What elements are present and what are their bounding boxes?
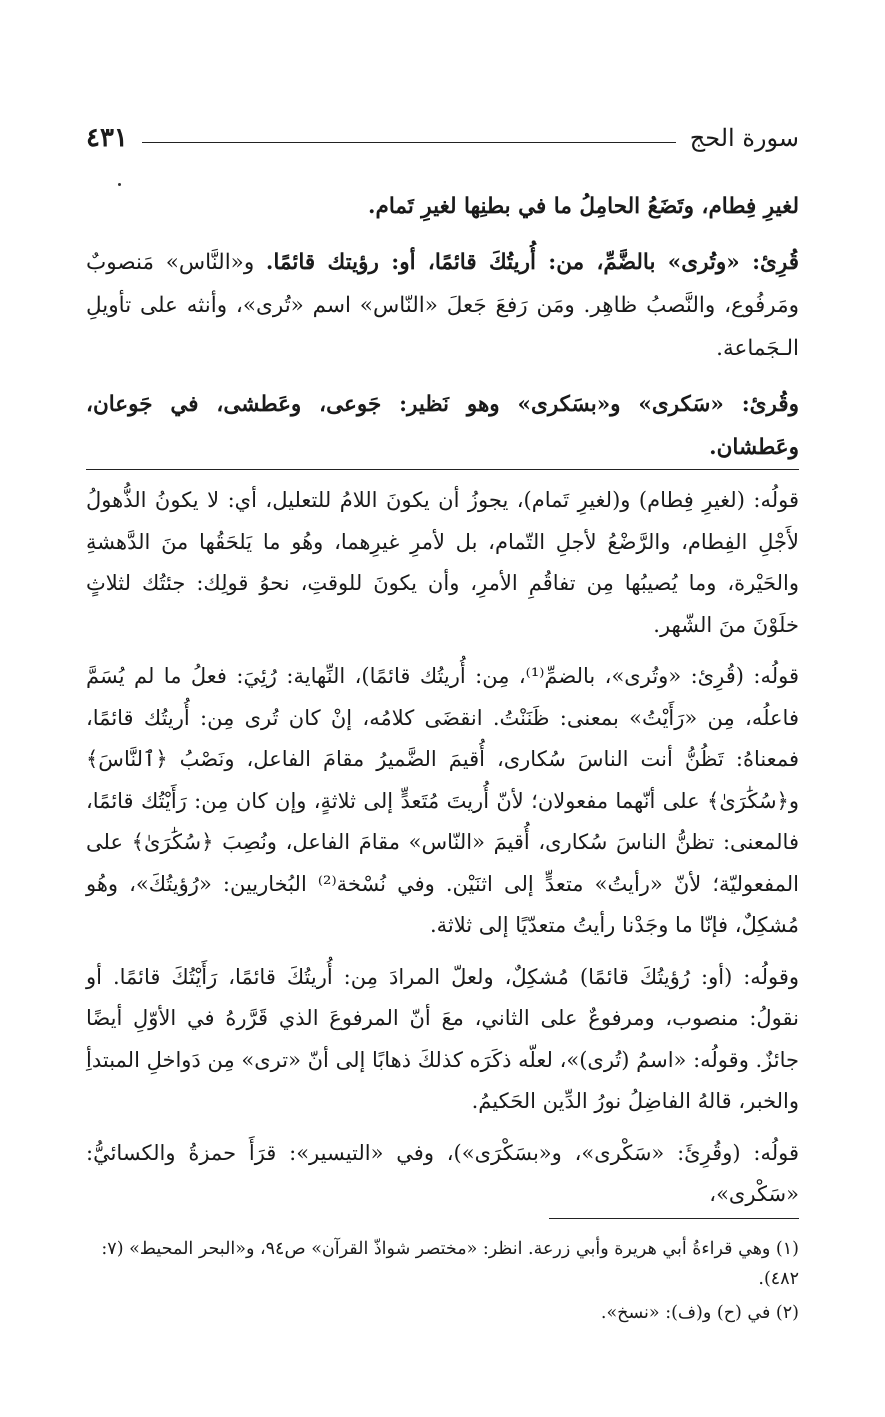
main-paragraph-2-bold: قُرِئ: «وتُرى» بالضَّمِّ، من: أُريتُكَ قائمًا، أو: رؤيتك قائمًا. bbox=[265, 250, 799, 275]
footnote-separator bbox=[549, 1218, 799, 1219]
main-paragraph-3 bbox=[86, 383, 799, 469]
main-paragraph-1 bbox=[86, 185, 799, 228]
surah-title: سورة الحج bbox=[689, 124, 799, 152]
commentary-paragraph-1: قولُه: (لغيرِ فِطام) و(لغيرِ تَمام)، يجوزُ أن يكونَ اللامُ للتعليل، أي: لا يكونُ الذُّهولُ لأَجْلِ الفِطام، والرَّضْعُ لأجلِ التّمام، بل لأمرِ غيرِهما، وهُو ما يَلحَقُها منَ الدَّهشةِ والحَيْرة، وما يُصيبُها مِن تفاقُمِ الأمرِ، وأن يكونَ للوقتِ، نحوُ قولِك: جئتُك لثلاثٍ خلَوْنَ منَ الشّهر. bbox=[86, 488, 799, 637]
footnotes bbox=[86, 1234, 799, 1332]
section-separator bbox=[86, 469, 799, 470]
header-rule bbox=[142, 142, 676, 143]
main-text bbox=[86, 185, 799, 482]
main-paragraph-3-bold: وقُرئ: «سَكرى» و«بسَكرى» وهو نَظير: جَوعى، وعَطشى، في جَوعان، وعَطشان. bbox=[86, 392, 799, 460]
page-number: ٤٣١ bbox=[86, 123, 128, 153]
commentary-text bbox=[86, 480, 799, 1226]
main-paragraph-2 bbox=[86, 241, 799, 370]
main-paragraph-1-bold: لغيرِ فِطام، وتَضَعُ الحامِلُ ما في بطنِها لغيرِ تَمام. bbox=[368, 194, 799, 219]
commentary-paragraph-2: قولُه: (قُرِئ: «وتُرى»، بالضمِّ⁽¹⁾، مِن: أُريتُك قائمًا)، النِّهاية: رُئِيَ: فعلُ ما لم يُسَمَّ فاعلُه، مِن «رَأَيْتُ» بمعنى: ظَنَنْتُ. انقضَى كلامُه، إنْ كان تُرى مِن: أُريتُك قائمًا، فمعناهُ: تَظُنُّ أنت الناسَ سُكارى، أُقيمَ الضَّميرُ مقامَ الفاعل، ونَصْبُ ﴿ٱلنَّاسَ﴾ و﴿سُكَٰرَىٰ﴾ على أنّهما مفعولان؛ لأنّ أُريتَ مُتَعدٍّ إلى ثلاثةٍ، وإن كان مِن: رَأَيْتُك قائمًا، فالمعنى: تظنُّ الناسَ سُكارى، أُقيمَ «النّاس» مقامَ الفاعل، ونُصِبَ ﴿سُكَٰرَىٰ﴾ على المفعوليّة؛ لأنّ «رأيتُ» متعدٍّ إلى اثنَيْن. وفي نُسْخة⁽²⁾ البُخاريين: «رُؤيتُكَ»، وهُو مُشكِلٌ، فإنّا ما وجَدْنا رأيتُ متعدّيًا إلى ثلاثة. bbox=[86, 664, 799, 937]
page-header bbox=[86, 118, 799, 158]
commentary-paragraph-4: قولُه: (وقُرِئَ: «سَكْرى»، و«بسَكْرَى»)، وفي «التيسير»: قرَأَ حمزةُ والكسائيُّ: «سَكْرى»، bbox=[86, 1140, 799, 1206]
commentary-paragraph-3: وقولُه: (أو: رُؤيتُكَ قائمًا) مُشكِلٌ، ولعلّ المرادَ مِن: أُريتُكَ قائمًا، رَأَيْتُكَ قائمًا. أو نقولُ: منصوب، ومرفوعٌ على الثاني، معَ أنّ المرفوعَ الذي قَرَّرهُ في الأوّلِ أيضًا جائزٌ. وقولُه: «اسمُ (تُرى)»، لعلّه ذكَرَه كذلكَ ذهابًا إلى أنّ «ترى» مِن دَواخلِ المبتدأِ والخبر، قالهُ الفاضِلُ نورُ الدِّين الحَكيمُ. bbox=[86, 964, 799, 1113]
main-paragraph-2-rest: و«النَّاس» مَنصوبٌ ومَرفُوع، والنَّصبُ ظاهِر. ومَن رَفعَ جَعلَ «النّاس» اسم «تُرى»، وأنثه على تأويلِ الـجَماعة. bbox=[86, 250, 799, 361]
footnote-1: (١) وهي قراءةُ أبي هريرة وأبي زرعة. انظر: «مختصر شواذّ القرآن» ص٩٤، و«البحر المحيط» (٧: ٤٨٢). bbox=[101, 1239, 799, 1289]
footnote-2: (٢) في (ح) و(ف): «نسخ». bbox=[600, 1303, 799, 1323]
